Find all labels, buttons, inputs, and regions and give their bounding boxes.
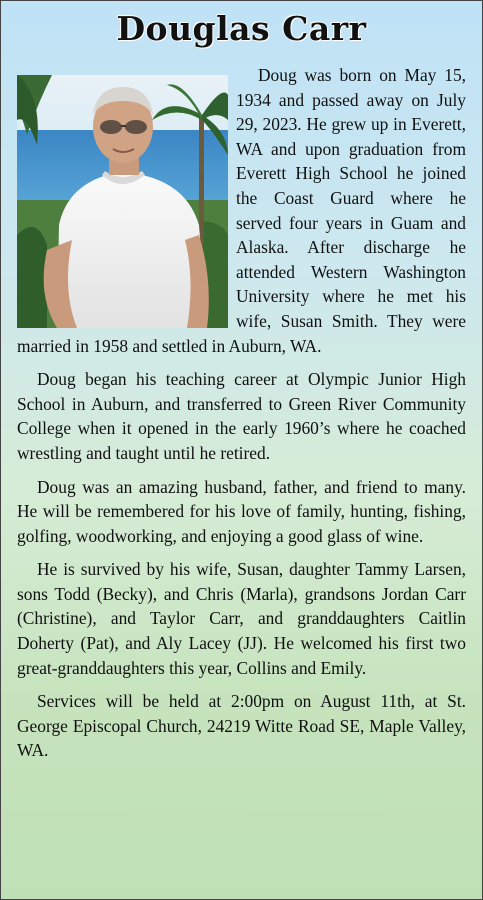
paragraph-1: Doug was born on May 15, 1934 and passed away on July 29, 2023. He grew up in Everett, WA and upon graduation from Everett High School he joined the Coast Guard where he served four years in Guam and Alaska. After discharge he attended Western Washington University where he met his wife, Susan Smith. They were married in 1958 and settled in Auburn, WA. (17, 65, 466, 356)
paragraph-2: Doug began his teaching career at Olympic Junior High School in Auburn, and transferred to Green River Community College when it opened in the early 1960’s where he coached wrestling and taught until he retired. (17, 369, 466, 463)
page-title: Douglas Carr (116, 9, 367, 48)
obituary-body (17, 63, 466, 772)
paragraph-4: He is survived by his wife, Susan, daughter Tammy Larsen, sons Todd (Becky), and Chris (Marla), grandsons Jordan Carr (Christine), and Taylor Carr, and granddaughters Caitlin Doherty (Pat), and Aly Lacey (JJ). He welcomed his first two great-granddaughters this year, Collins and Emily. (17, 559, 466, 678)
paragraph-3: Doug was an amazing husband, father, and friend to many. He will be remembered for his love of family, hunting, fishing, golfing, woodworking, and enjoying a good glass of wine. (17, 476, 466, 546)
paragraph-5: Services will be held at 2:00pm on August 11th, at St. George Episcopal Church, 24219 Witte Road SE, Maple Valley, WA. (17, 691, 466, 761)
portrait-photo (17, 75, 228, 328)
